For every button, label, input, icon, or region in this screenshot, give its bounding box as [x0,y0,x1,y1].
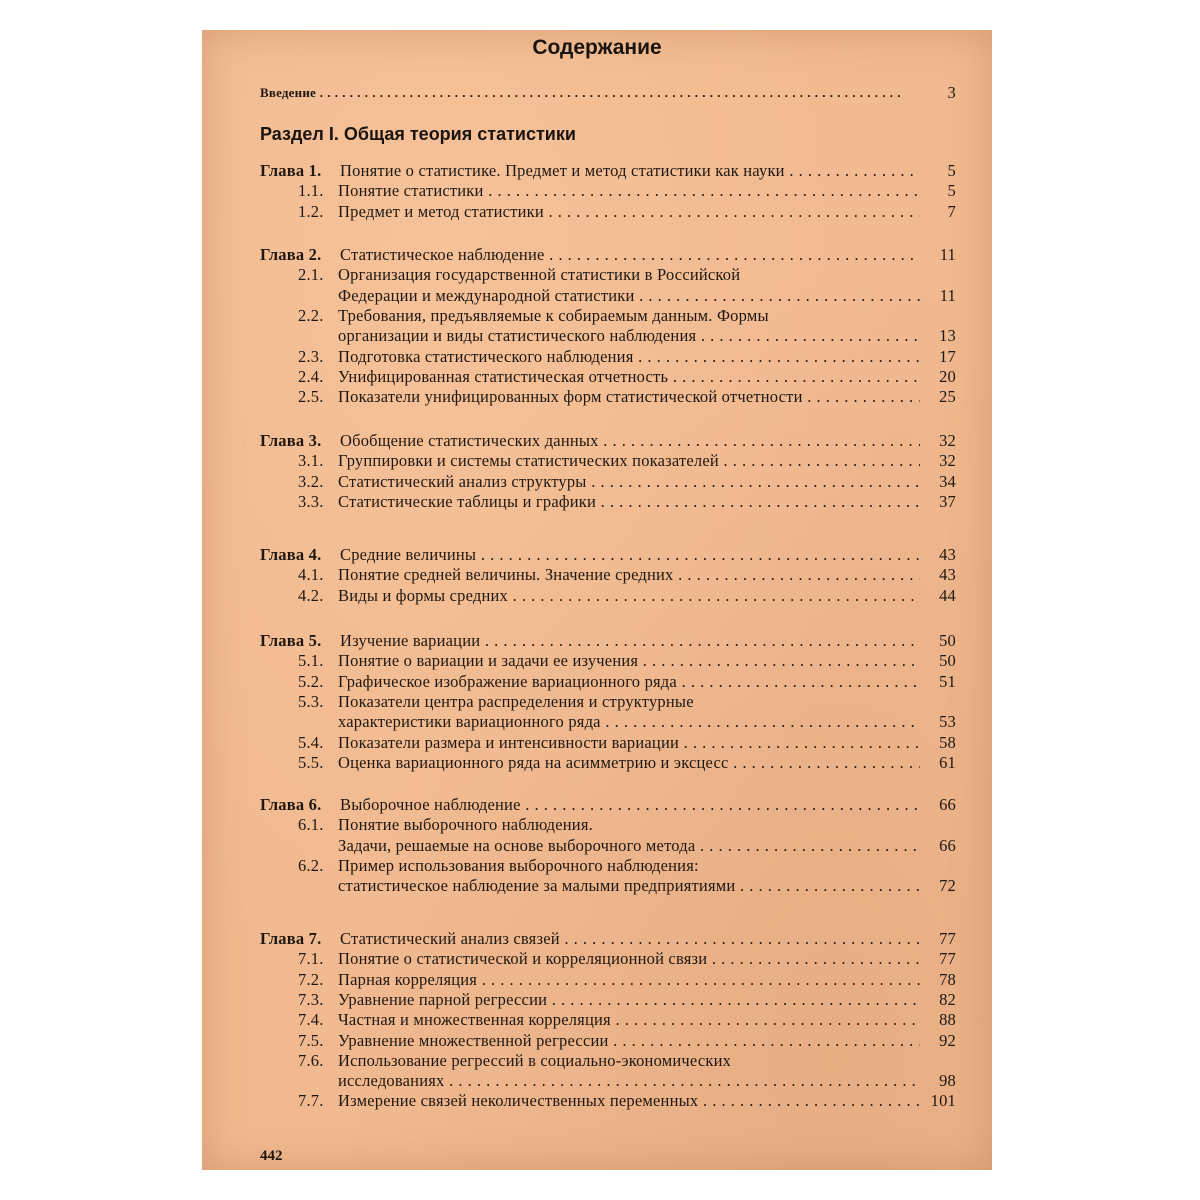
toc-item[interactable] [298,814,956,855]
toc-item-page: 17 [939,346,956,366]
toc-item-number: 7.5. [298,1030,324,1050]
toc-chapter-title: Средние величины . . . [340,544,920,565]
toc-item[interactable] [298,691,956,732]
toc-item-number: 7.2. [298,969,324,989]
toc-item-title: Подготовка статистического наблюдения . . . [338,346,920,367]
toc-item-number: 2.1. [298,265,324,285]
toc-item-title: Федерации и международной статистики . . . [338,285,920,306]
toc-item-title: Показатели размера и интенсивности вариации . . . [338,732,920,753]
toc-item-title: Оценка вариационного ряда на асимметрию и эксцесс . . . [338,752,920,773]
toc-item[interactable] [298,564,956,584]
toc-item-number: 7.1. [298,949,324,969]
toc-item-title: Статистический анализ структуры . . . [338,471,920,492]
toc-item-page: 44 [939,585,956,605]
toc-item-number: 7.4. [298,1010,324,1030]
toc-item-page: 61 [939,752,956,772]
toc-item-page: 50 [939,651,956,671]
toc-item-title: Предмет и метод статистики . . . [338,201,920,222]
toc-item-page: 13 [939,326,956,346]
toc-item[interactable] [298,671,956,691]
toc-item-page: 66 [939,835,956,855]
toc-item-title: Статистические таблицы и графики . . . [338,491,920,512]
toc-chapter-page: 66 [939,795,956,814]
toc-item-number: 2.3. [298,346,324,366]
toc-chapter-title: Выборочное наблюдение . . . [340,794,920,815]
toc-item-number: 7.6. [298,1050,324,1070]
toc-chapter-page: 43 [939,545,956,564]
toc-item-page: 32 [939,451,956,471]
toc-item-number: 1.2. [298,201,324,221]
toc-item-title: Показатели унифицированных форм статистической отчетности . . . [338,386,920,407]
toc-item-number: 3.1. [298,451,324,471]
toc-item-title: Группировки и системы статистических показателей . . . [338,450,920,471]
toc-item[interactable] [298,1009,956,1029]
toc-chapter-page: 5 [947,161,956,180]
toc-item-title: Понятие выборочного наблюдения. [338,815,593,835]
toc-item-page: 92 [939,1030,956,1050]
toc-item-page: 82 [939,989,956,1009]
toc-item[interactable] [298,585,956,605]
toc-chapter[interactable] [260,630,956,651]
toc-item-number: 4.2. [298,585,324,605]
toc-chapter[interactable] [260,928,956,949]
toc-item-page: 58 [939,732,956,752]
toc-item[interactable] [298,471,956,491]
toc-chapter-title: Понятие о статистике. Предмет и метод статистики как науки . . . [340,160,920,181]
toc-item-page: 88 [939,1010,956,1030]
toc-chapter-page: 32 [939,431,956,450]
toc-chapter-page: 77 [939,929,956,948]
toc-item-title: Задачи, решаемые на основе выборочного метода . . . [338,835,920,856]
toc-item-number: 5.4. [298,732,324,752]
toc-item[interactable] [298,264,956,305]
page-number: 442 [260,1148,283,1164]
toc-item-title: Требования, предъявляемые к собираемым данным. Формы [338,305,769,325]
toc-item-number: 3.3. [298,491,324,511]
toc-chapter[interactable] [260,794,956,815]
toc-item[interactable] [298,305,956,346]
toc-item-page: 11 [939,285,956,305]
toc-item-page: 37 [939,491,956,511]
toc-chapter[interactable] [260,244,956,265]
toc-chapter-label: Глава 4. [260,545,322,564]
toc-item-number: 2.5. [298,387,324,407]
toc-item-title: Уравнение парной регрессии . . . [338,989,920,1010]
toc-item[interactable] [298,450,956,470]
toc-item[interactable] [298,855,956,896]
toc-item-page: 77 [939,949,956,969]
toc-item[interactable] [298,346,956,366]
toc-item-page: 98 [939,1071,956,1091]
toc-chapter-title: Статистический анализ связей . . . [340,928,920,949]
book-page [202,30,992,1170]
page-title: Содержание [532,36,662,59]
toc-item[interactable] [298,752,956,772]
toc-item-number: 5.2. [298,671,324,691]
toc-chapter-label: Глава 3. [260,431,322,450]
toc-entry-intro-label: Введение . . . [260,82,900,103]
toc-item[interactable] [298,1030,956,1050]
toc-item-title: Измерение связей неколичественных переменных . . . [338,1090,920,1111]
toc-item-title: Понятие статистики . . . [338,180,920,201]
toc-item[interactable] [298,491,956,511]
toc-chapter[interactable] [260,160,956,181]
toc-item-title: Уравнение множественной регрессии . . . [338,1030,920,1051]
toc-chapter-label: Глава 5. [260,631,322,650]
toc-item-title: характеристики вариационного ряда . . . [338,711,920,732]
toc-item[interactable] [298,989,956,1009]
toc-item-title: Понятие средней величины. Значение средних . . . [338,564,920,585]
toc-item-number: 5.5. [298,752,324,772]
toc-item-title: Унифицированная статистическая отчетность . . . [338,366,920,387]
toc-item-number: 7.7. [298,1091,324,1111]
toc-chapter-title: Изучение вариации . . . [340,630,920,651]
toc-item-number: 3.2. [298,471,324,491]
toc-item-page: 53 [939,712,956,732]
toc-item-number: 1.1. [298,181,324,201]
toc-chapter-page: 11 [939,245,956,264]
toc-item-title: организации и виды статистического наблюдения . . . [338,325,920,346]
toc-chapter-title: Статистическое наблюдение . . . [340,244,920,265]
toc-item-number: 2.2. [298,305,324,325]
toc-item-title: Организация государственной статистики в Российской [338,265,741,285]
toc-item-number: 6.1. [298,815,324,835]
toc-item[interactable] [298,1090,956,1110]
toc-item-title: Использование регрессий в социально-экономических [338,1050,732,1070]
toc-item-page: 7 [947,201,956,221]
toc-chapter[interactable] [260,430,956,451]
toc-item-title: Виды и формы средних . . . [338,585,920,606]
toc-item[interactable] [298,1050,956,1091]
toc-item-page: 72 [939,876,956,896]
toc-item[interactable] [298,948,956,968]
toc-item-page: 20 [939,366,956,386]
toc-item-number: 5.3. [298,691,324,711]
toc-item-number: 6.2. [298,855,324,875]
toc-chapter-label: Глава 7. [260,929,322,948]
toc-item-page: 101 [930,1091,956,1111]
toc-item-number: 7.3. [298,989,324,1009]
toc-item-title: исследованиях . . . [338,1070,920,1091]
toc-item-page: 25 [939,387,956,407]
toc-item-number: 4.1. [298,565,324,585]
toc-item[interactable] [298,650,956,670]
toc-item-title: Графическое изображение вариационного ряда . . . [338,671,920,692]
toc-item-title: Частная и множественная корреляция . . . [338,1009,920,1030]
toc-item-title: Парная корреляция . . . [338,969,920,990]
toc-chapter-label: Глава 1. [260,161,322,180]
toc-item-title: Пример использования выборочного наблюдения: [338,855,699,875]
toc-item[interactable] [298,969,956,989]
toc-chapter-page: 50 [939,631,956,650]
toc-item-page: 34 [939,471,956,491]
toc-item[interactable] [298,201,956,221]
toc-item-title: Понятие о статистической и корреляционной связи . . . [338,948,920,969]
section-title: Раздел I. Общая теория статистики [260,124,576,144]
toc-item[interactable] [298,386,956,406]
toc-item-page: 43 [939,565,956,585]
toc-chapter[interactable] [260,544,956,565]
toc-item-page: 5 [947,181,956,201]
toc-item-number: 5.1. [298,651,324,671]
toc-item[interactable] [298,180,956,200]
toc-item[interactable] [298,366,956,386]
toc-item[interactable] [298,732,956,752]
toc-item-title: Показатели центра распределения и структурные [338,691,694,711]
toc-item-title: Понятие о вариации и задачи ее изучения . . . [338,650,920,671]
toc-item-page: 51 [939,671,956,691]
toc-item-title: статистическое наблюдение за малыми предприятиями . . . [338,875,920,896]
toc-chapter-label: Глава 6. [260,795,322,814]
toc-entry-intro-page: 3 [947,83,956,102]
toc-chapter-label: Глава 2. [260,245,322,264]
toc-item-number: 2.4. [298,366,324,386]
toc-chapter-title: Обобщение статистических данных . . . [340,430,920,451]
toc-item-page: 78 [939,969,956,989]
